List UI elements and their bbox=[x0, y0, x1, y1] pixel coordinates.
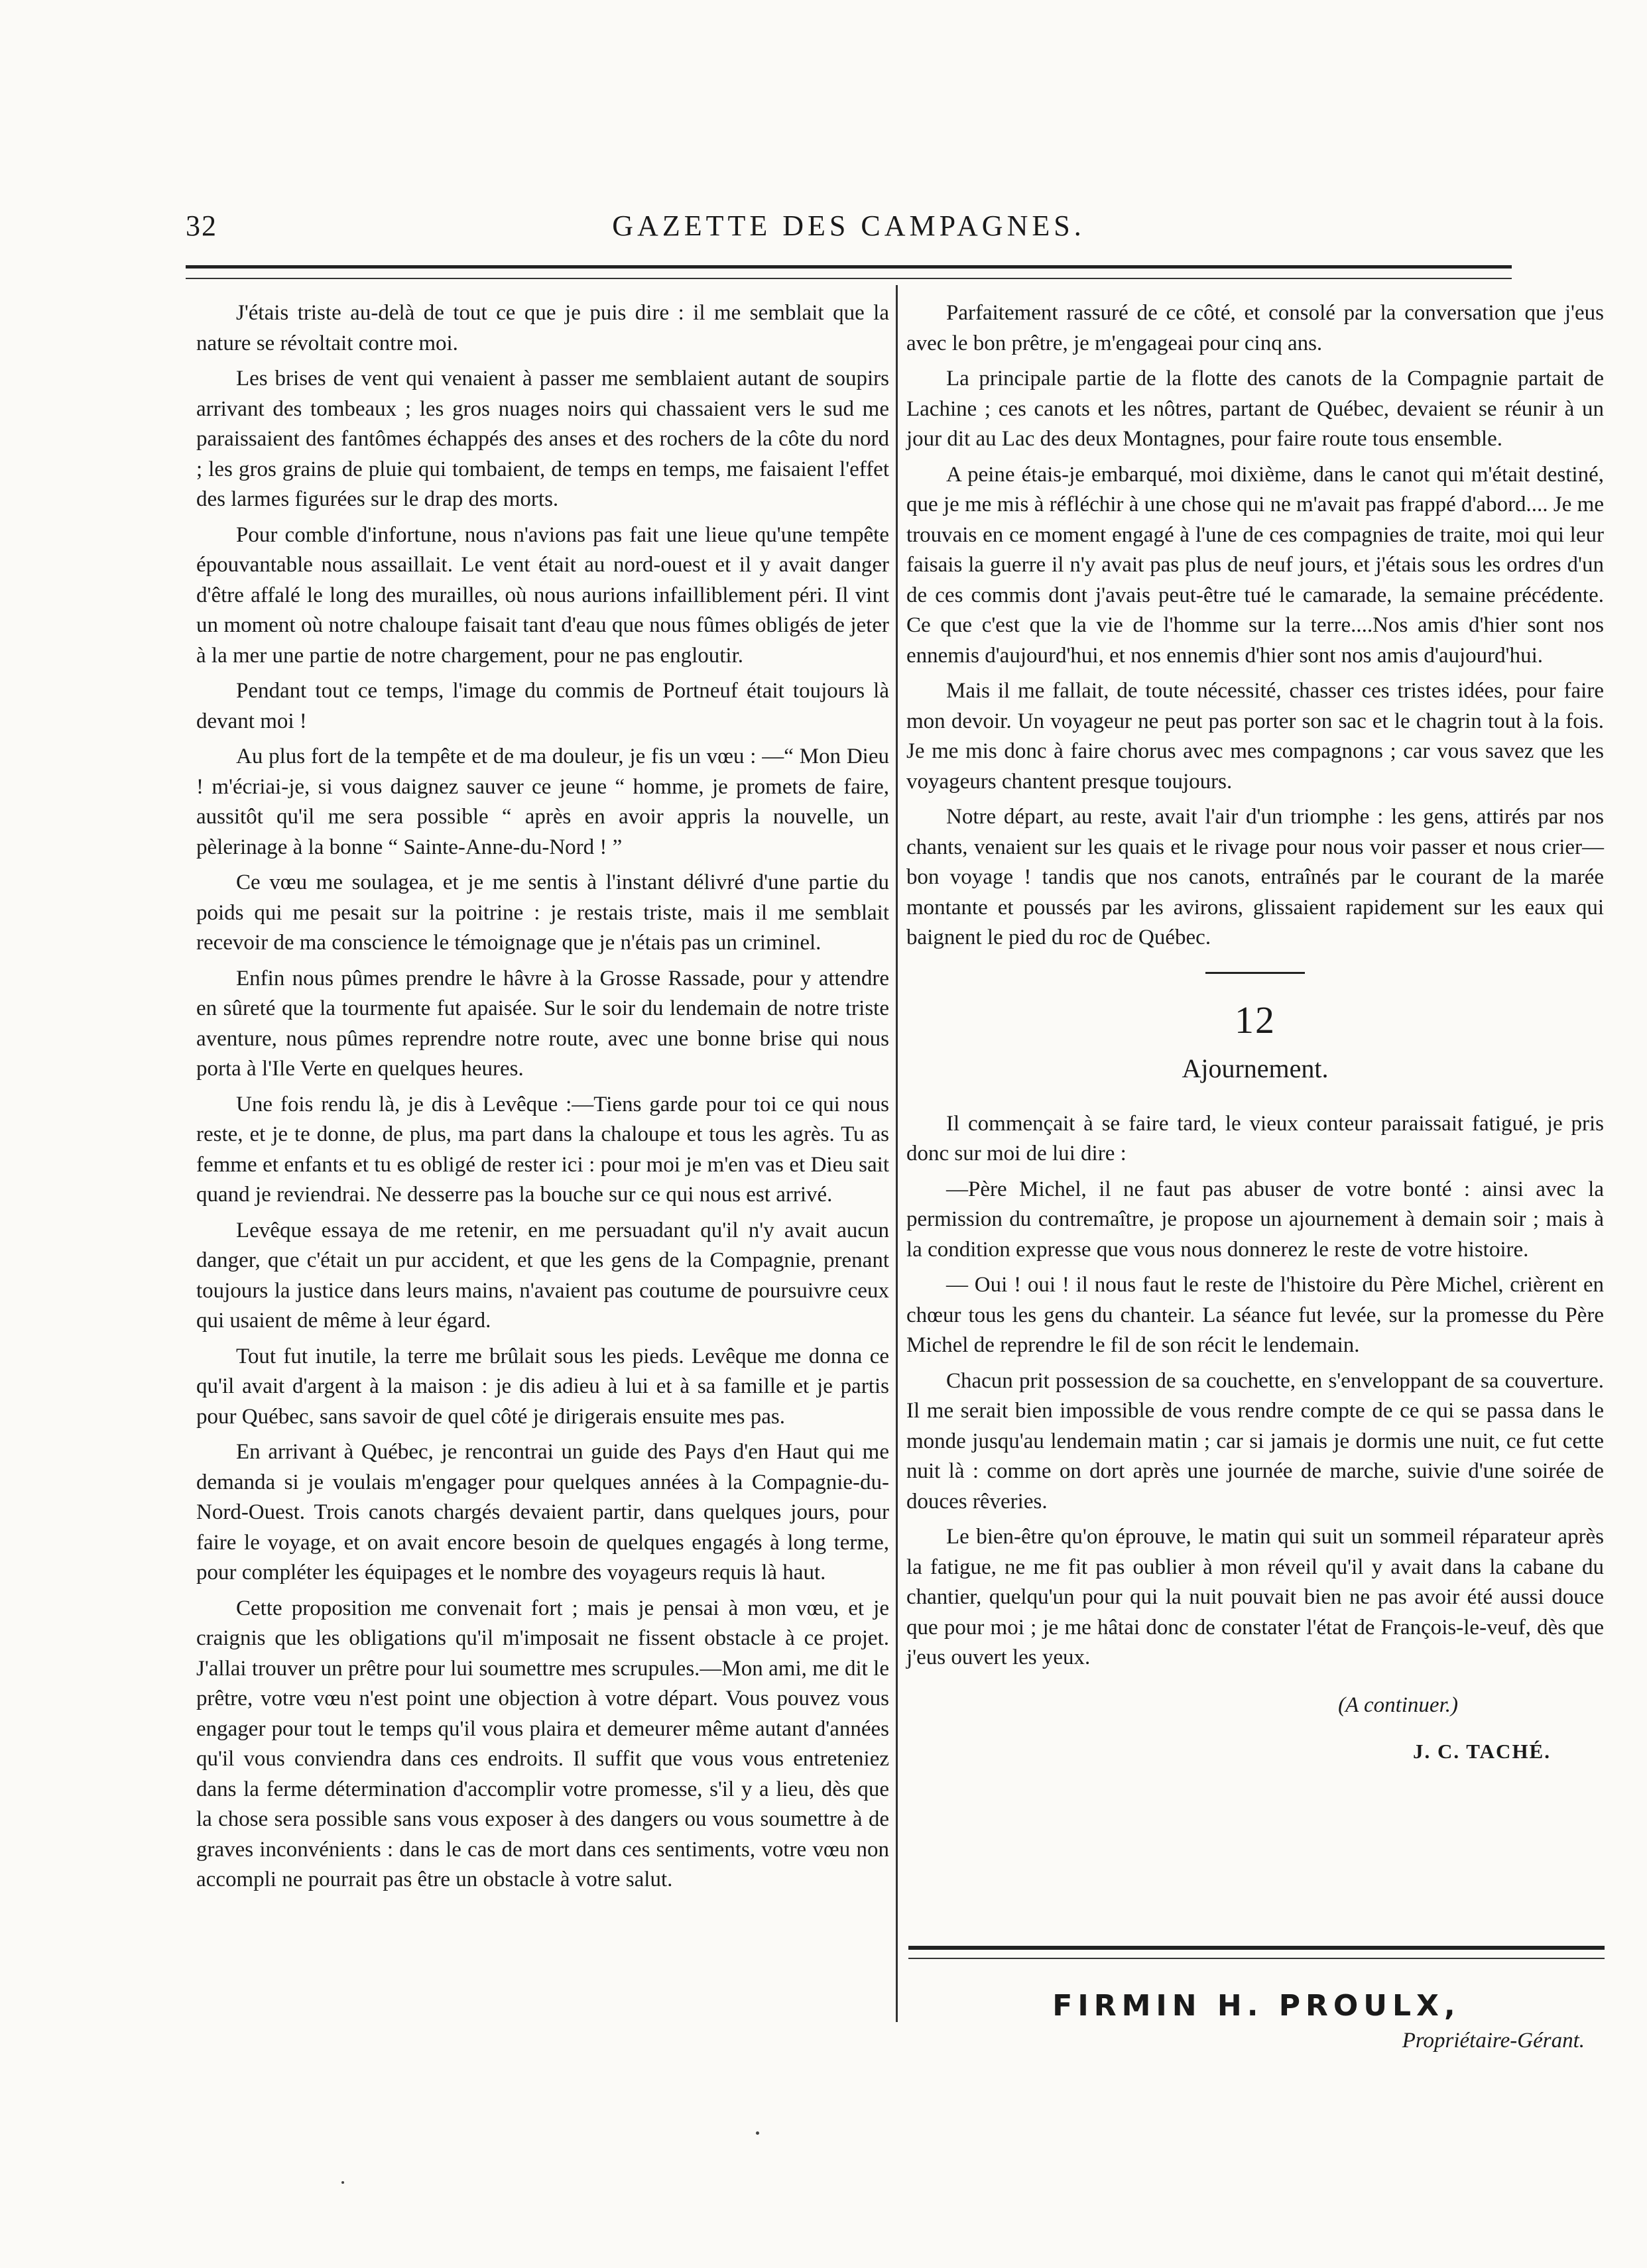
paragraph: Pour comble d'infortune, nous n'avions pas fait une lieue qu'une tempête épouvantable nous assaillait. Le vent était au nord-ouest et il y avait danger d'être affalé le long des murailles, où nous aurions infailliblement péri. Il vint un moment où notre chaloupe faisait tant d'eau que nous fûmes obligés de jeter à la mer une partie de notre chargement, pour ne pas engloutir. bbox=[196, 522, 889, 668]
paragraph: Chacun prit possession de sa couchette, en s'enveloppant de sa couverture. Il me serait bien impossible de vous rendre compte de ce qui se passa dans le monde jusqu'au lendemain matin ; car si jamais je dormis une nuit, ce fut cette nuit là : comme on dort après une journée de marche, suivie d'une soirée de douces rêveries. bbox=[906, 1368, 1604, 1514]
section-number: 12 bbox=[1235, 998, 1276, 1042]
print-speck bbox=[341, 2181, 344, 2184]
right-column bbox=[906, 298, 1604, 1767]
paragraph: Les brises de vent qui venaient à passer me semblaient autant de soupirs arrivant des tombeaux ; les gros nuages noirs qui chassaient vers le sud me paraissaient des fantômes échappés des anses et des rochers de la côte du nord ; les gros grains de pluie qui tombaient, de temps en temps, me faisaient l'effet des larmes figurées sur le drap des morts. bbox=[196, 367, 889, 511]
paragraph: Mais il me fallait, de toute nécessité, chasser ces tristes idées, pour faire mon devoir. Un voyageur ne peut pas porter son sac et le chagrin tout à la fois. Je me mis donc à faire chorus avec mes compagnons ; car vous savez que les voyageurs chantent presque toujours. bbox=[906, 679, 1604, 794]
publisher-title: Propriétaire-Gérant. bbox=[1402, 2029, 1585, 2053]
paragraph: Notre départ, au reste, avait l'air d'un triomphe : les gens, attirés par nos chants, venaient sur les quais et le rivage pour nous voir passer et nous crier—bon voyage ! tandis que nos canots, entraînés par le courant de la marée montante et poussés par les avirons, glissaient rapidement sur les eaux qui baignent le pied du roc de Québec. bbox=[906, 805, 1604, 949]
paragraph: — Oui ! oui ! il nous faut le reste de l'histoire du Père Michel, crièrent en chœur tous les gens du chanteir. La séance fut levée, sur la promesse du Père Michel de reprendre le fil de son récit le lendemain. bbox=[906, 1273, 1604, 1357]
paragraph: Levêque essaya de me retenir, en me persuadant qu'il n'y avait aucun danger, que c'était un pur accident, et que les gens de la Compagnie, prenant toujours la justice dans leurs mains, n'avaient pas coutume de poursuivre ceux qui usaient de même à leur égard. bbox=[196, 1218, 889, 1333]
page-number: 32 bbox=[186, 209, 217, 242]
header-rule bbox=[186, 265, 1512, 279]
left-column bbox=[196, 298, 889, 1901]
author-signature: J. C. TACHÉ. bbox=[1412, 1740, 1551, 1763]
section-title: Ajournement. bbox=[1182, 1053, 1329, 1083]
paragraph: Ce vœu me soulagea, et je me sentis à l'instant délivré d'une partie du poids qui me pesait sur la poitrine : je restais triste, mais il me semblait recevoir de ma conscience le témoignage que je n'étais pas un criminel. bbox=[196, 870, 889, 955]
footer-rule bbox=[908, 1946, 1605, 1959]
paragraph: Pendant tout ce temps, l'image du commis de Portneuf était toujours là devant moi ! bbox=[196, 679, 889, 733]
column-divider bbox=[896, 285, 898, 2022]
paragraph: Enfin nous pûmes prendre le hâvre à la Grosse Rassade, pour y attendre en sûreté que la tourmente fut apaisée. Sur le soir du lendemain de notre triste aventure, nous pûmes reprendre notre route, avec une bonne brise qui nous porta à l'Ile Verte en quelques heures. bbox=[196, 966, 889, 1081]
to-be-continued-note: (A continuer.) bbox=[1338, 1693, 1458, 1717]
running-head bbox=[186, 209, 1512, 249]
paragraph: Il commençait à se faire tard, le vieux conteur paraissait fatigué, je pris donc sur moi de lui dire : bbox=[906, 1111, 1604, 1165]
section-divider bbox=[1205, 972, 1305, 974]
paragraph: La principale partie de la flotte des canots de la Compagnie partait de Lachine ; ces canots et les nôtres, partant de Québec, devaient se réunir à un jour dit au Lac des deux Montagnes, pour faire route tous ensemble. bbox=[906, 367, 1604, 451]
publisher-name: FIRMIN H. PROULX, bbox=[1052, 1989, 1461, 2023]
paragraph: J'étais triste au-delà de tout ce que je puis dire : il me semblait que la nature se révoltait contre moi. bbox=[196, 301, 889, 355]
paragraph: En arrivant à Québec, je rencontrai un guide des Pays d'en Haut qui me demanda si je voulais m'engager pour quelques années à la Compagnie-du-Nord-Ouest. Trois canots chargés devaient partir, dans quelques jours, pour faire le voyage, et on avait encore besoin de quelques engagés à long terme, pour compléter les équipages et le nombre des voyageurs requis là haut. bbox=[196, 1440, 889, 1584]
paragraph: Tout fut inutile, la terre me brûlait sous les pieds. Levêque me donna ce qu'il avait d'argent à la maison : je dis adieu à lui et à sa famille et je partis pour Québec, sans savoir de quel côté je dirigerais ensuite mes pas. bbox=[196, 1344, 889, 1429]
paragraph: A peine étais-je embarqué, moi dixième, dans le canot qui m'était destiné, que je me mis à réfléchir à une chose qui ne m'avait pas frappé d'abord.... Je me trouvais en ce moment engagé à l'une de ces compagnies de traite, moi qui leur faisais la guerre il n'y avait pas plus de neuf jours, et j'étais sous les ordres d'un de ces commis dont j'avais peut-être tué le camarade, la semaine précédente. Ce que c'est que la vie de l'homme sur la terre....Nos amis d'hier sont nos ennemis d'aujourd'hui, et nos ennemis d'hier sont nos amis d'aujourd'hui. bbox=[906, 462, 1604, 668]
paragraph: Le bien-être qu'on éprouve, le matin qui suit un sommeil réparateur après la fatigue, ne me fit pas oublier à mon réveil qu'il y avait dans la cabane du chantier, quelqu'un pour qui la nuit pouvait bien ne pas avoir été aussi douce que pour moi ; je me hâtai donc de constater l'état de François-le-veuf, dès que j'eus ouvert les yeux. bbox=[906, 1525, 1604, 1669]
paragraph: —Père Michel, il ne faut pas abuser de votre bonté : ainsi avec la permission du contremaître, je propose un ajournement à demain soir ; mais à la condition expresse que vous nous donnerez le reste de votre histoire. bbox=[906, 1177, 1604, 1262]
paragraph: Une fois rendu là, je dis à Levêque :—Tiens garde pour toi ce qui nous reste, et je te donne, de plus, ma part dans la chaloupe et tous les agrès. Tu as femme et enfants et tu es obligé de rester ici : pour moi je m'en vas et Dieu sait quand je reviendrai. Ne desserre pas la bouche sur ce qui nous est arrivé. bbox=[196, 1092, 889, 1207]
paragraph: Cette proposition me convenait fort ; mais je pensai à mon vœu, et je craignis que les obligations qu'il m'imposait ne fissent obstacle à ce projet. J'allai trouver un prêtre pour lui soumettre mes scrupules.—Mon ami, me dit le prêtre, votre vœu n'est point une objection à votre départ. Vous pouvez vous engager pour tout le temps qu'il vous plaira et demeurer même autant d'années qu'il vous conviendra dans ces endroits. Il suffit que vous vous entreteniez dans la ferme détermination d'accomplir votre promesse, s'il y a lieu, dès que la chose sera possible sans vous exposer à des dangers ou vous soumettre à de graves inconvénients : dans le cas de mort dans ces sentiments, votre vœu non accompli ne pourrait pas être un obstacle à votre salut. bbox=[196, 1596, 889, 1891]
paragraph: Parfaitement rassuré de ce côté, et consolé par la conversation que j'eus avec le bon prêtre, je m'engageai pour cinq ans. bbox=[906, 301, 1604, 355]
print-speck bbox=[756, 2131, 759, 2135]
paragraph: Au plus fort de la tempête et de ma douleur, je fis un vœu : —“ Mon Dieu ! m'écriai-je, si vous daignez sauver ce jeune “ homme, je promets de faire, aussitôt qu'il me sera possible “ après en avoir appris la nouvelle, un pèlerinage à la bonne “ Sainte-Anne-du-Nord ! ” bbox=[196, 745, 889, 859]
masthead-title: GAZETTE DES CAMPAGNES. bbox=[612, 209, 1085, 242]
